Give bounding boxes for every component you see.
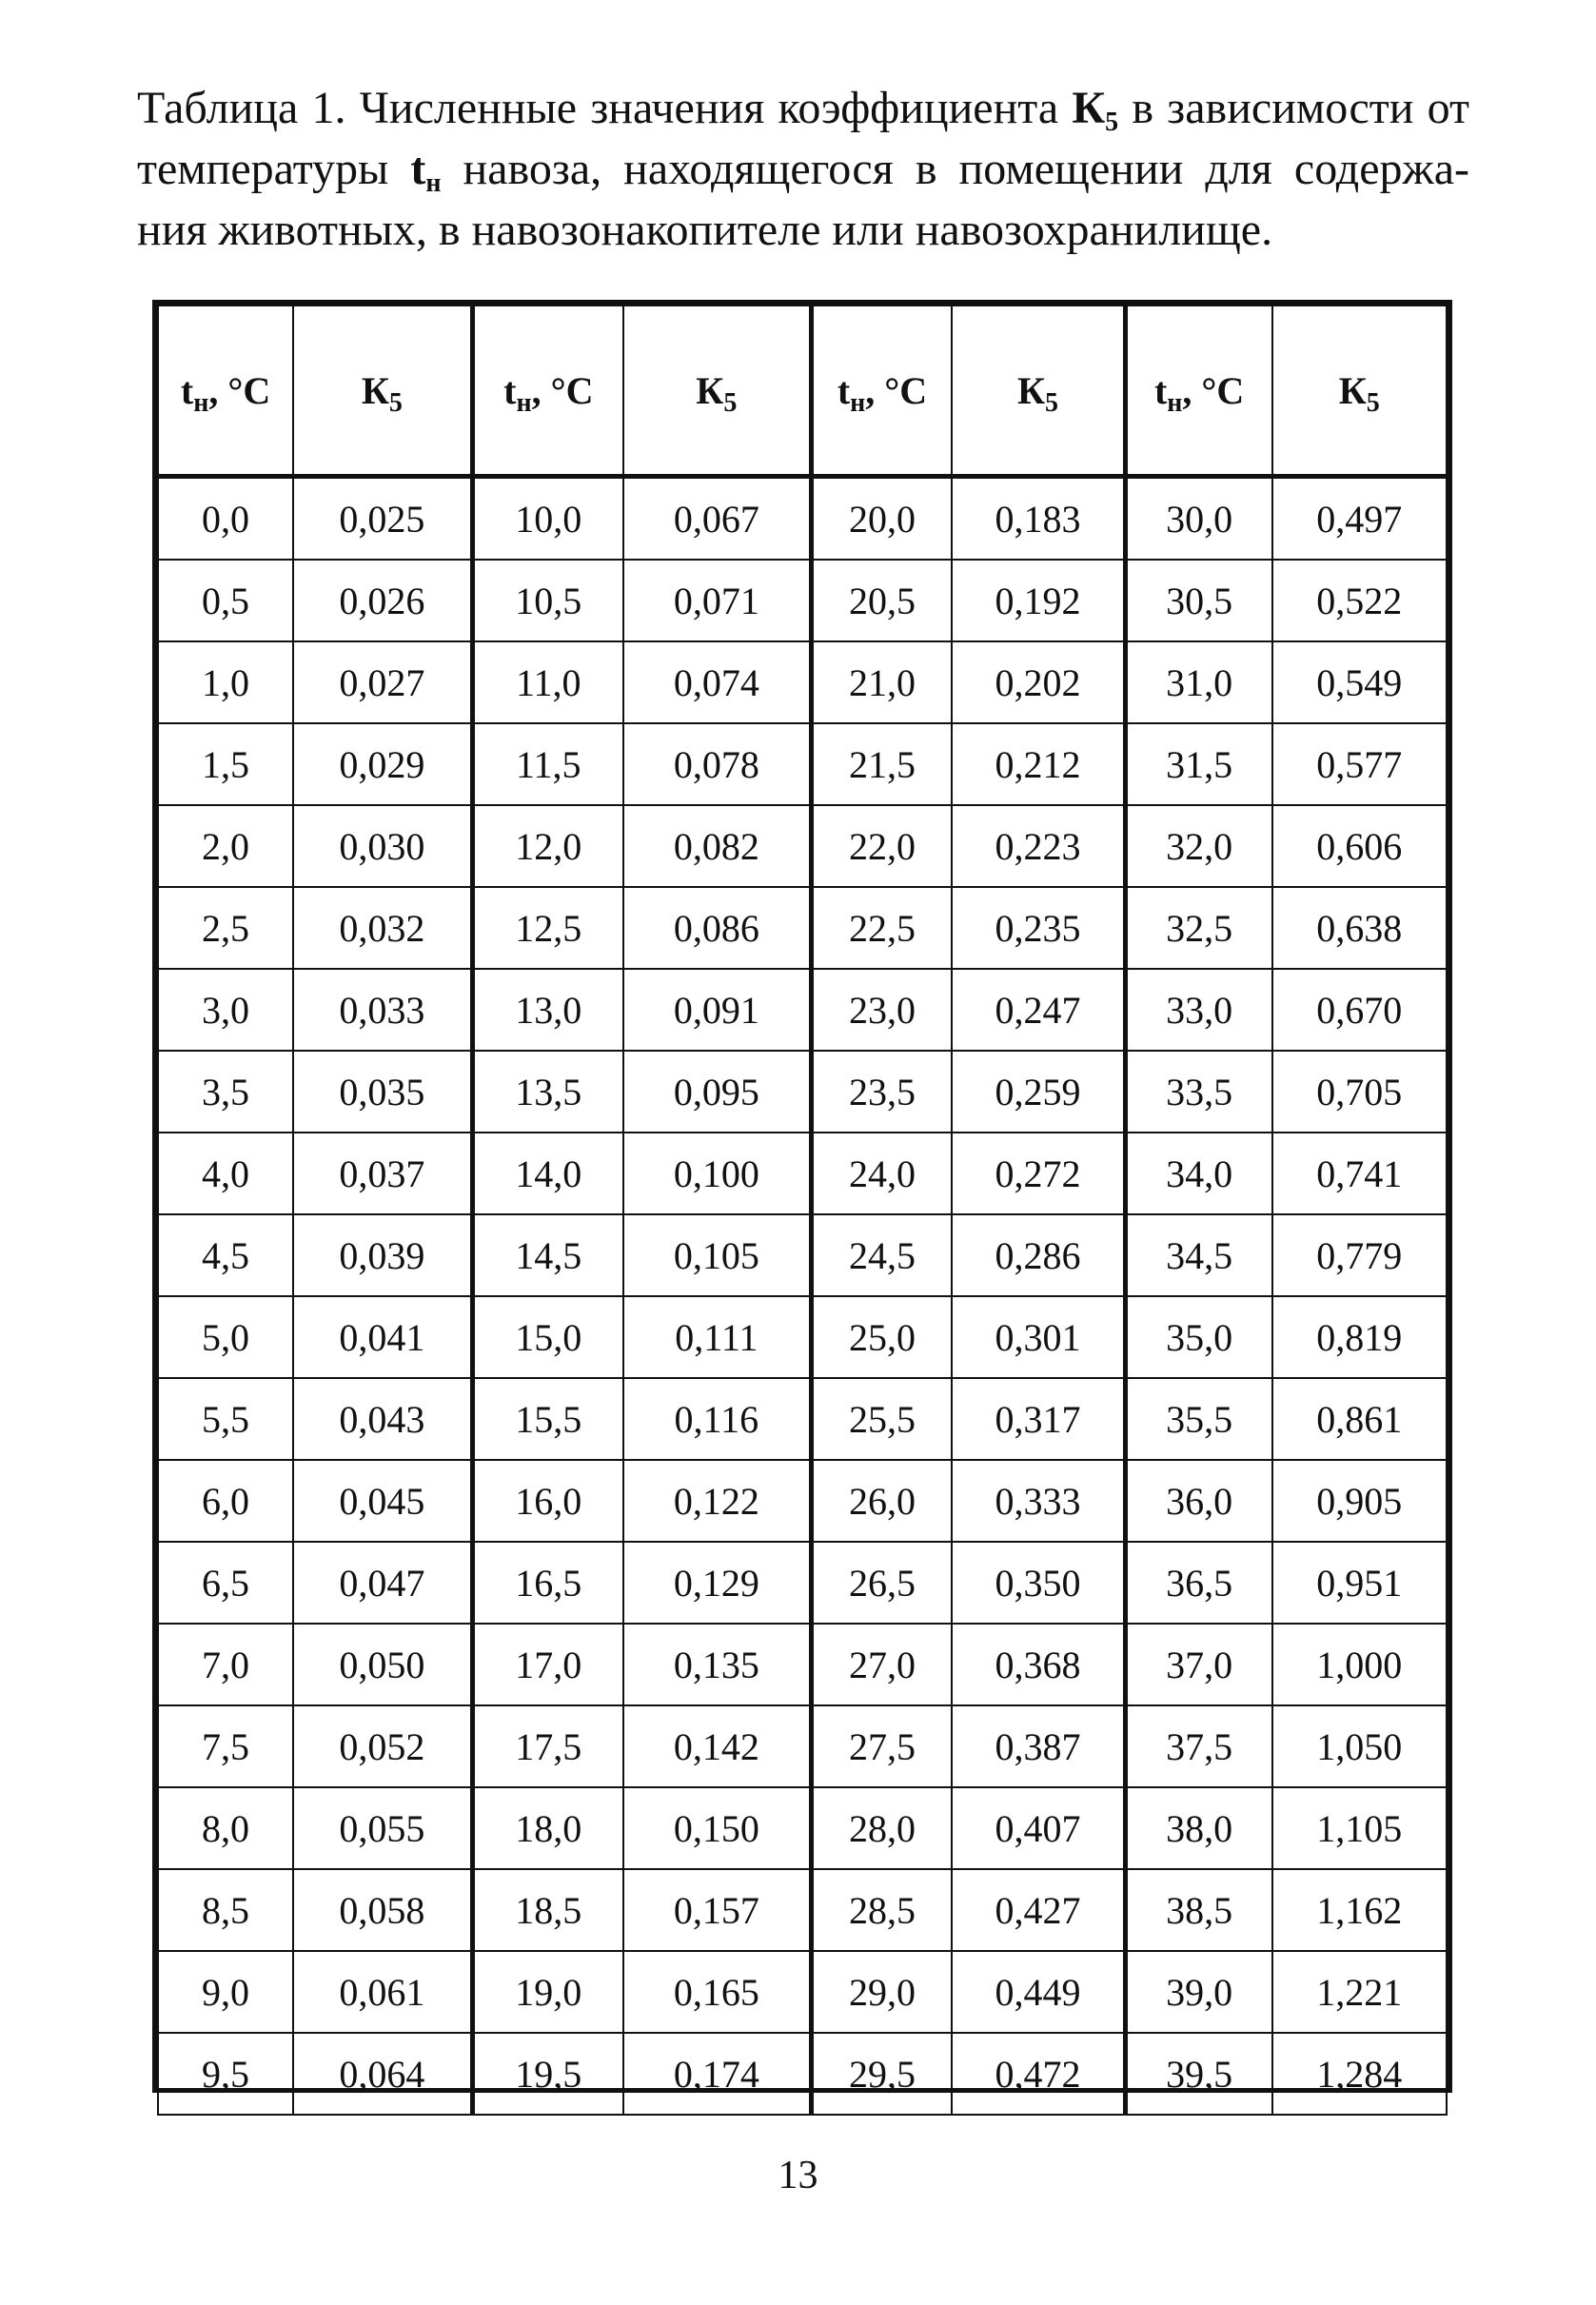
coefficient-cell: 0,150: [623, 1787, 811, 1869]
temperature-cell: 3,0: [158, 969, 293, 1051]
temperature-cell: 21,0: [811, 641, 952, 723]
coefficient-cell: 0,064: [293, 2033, 472, 2115]
coefficient-cell: 0,027: [293, 641, 472, 723]
coefficient-cell: 0,223: [952, 805, 1125, 887]
coefficient-cell: 0,142: [623, 1705, 811, 1787]
temperature-cell: 13,0: [472, 969, 623, 1051]
coefficient-cell: 1,105: [1272, 1787, 1447, 1869]
temperature-cell: 18,0: [472, 1787, 623, 1869]
caption-text: температуры: [137, 144, 411, 194]
temperature-cell: 27,5: [811, 1705, 952, 1787]
table-row: [158, 1051, 1447, 1133]
temperature-cell: 7,5: [158, 1705, 293, 1787]
temperature-cell: 28,0: [811, 1787, 952, 1869]
temperature-cell: 0,5: [158, 560, 293, 641]
table-row: [158, 641, 1447, 723]
temperature-cell: 4,5: [158, 1214, 293, 1296]
coefficient-cell: 0,095: [623, 1051, 811, 1133]
coefficient-cell: 0,549: [1272, 641, 1447, 723]
temperature-cell: 24,0: [811, 1133, 952, 1214]
coefficient-cell: 0,061: [293, 1951, 472, 2033]
coefficient-cell: 0,272: [952, 1133, 1125, 1214]
temperature-cell: 35,5: [1125, 1378, 1271, 1460]
coefficient-cell: 0,819: [1272, 1296, 1447, 1378]
coefficient-cell: 0,235: [952, 887, 1125, 969]
temperature-cell: 34,0: [1125, 1133, 1271, 1214]
coefficient-table: [152, 300, 1452, 2096]
temperature-cell: 25,0: [811, 1296, 952, 1378]
table-row: [158, 1133, 1447, 1214]
temperature-cell: 30,0: [1125, 477, 1271, 561]
coefficient-cell: 0,047: [293, 1542, 472, 1624]
temperature-cell: 38,0: [1125, 1787, 1271, 1869]
coefficient-cell: 0,035: [293, 1051, 472, 1133]
coefficient-cell: 0,259: [952, 1051, 1125, 1133]
caption-text: навоза, находящегося в помещении для содержа-: [441, 144, 1469, 194]
coefficient-cell: 0,043: [293, 1378, 472, 1460]
temperature-cell: 8,5: [158, 1869, 293, 1951]
temperature-cell: 26,5: [811, 1542, 952, 1624]
coefficient-cell: 0,317: [952, 1378, 1125, 1460]
coefficient-cell: 0,045: [293, 1460, 472, 1542]
caption-line-3: ния животных, в навозонакопителе или навозохранилище.: [137, 205, 1273, 255]
temperature-cell: 39,0: [1125, 1951, 1271, 2033]
coefficient-cell: 0,050: [293, 1624, 472, 1705]
table-row: [158, 1378, 1447, 1460]
coefficient-cell: 0,779: [1272, 1214, 1447, 1296]
table-row: [158, 1624, 1447, 1705]
temperature-cell: 28,5: [811, 1869, 952, 1951]
coefficient-cell: 0,350: [952, 1542, 1125, 1624]
coefficient-cell: 0,174: [623, 2033, 811, 2115]
coefficient-cell: 1,221: [1272, 1951, 1447, 2033]
temperature-cell: 6,0: [158, 1460, 293, 1542]
temperature-cell: 34,5: [1125, 1214, 1271, 1296]
temperature-cell: 5,0: [158, 1296, 293, 1378]
coefficient-cell: 0,606: [1272, 805, 1447, 887]
column-header-temperature: $t_н$, °C: [472, 305, 623, 477]
temperature-cell: 29,0: [811, 1951, 952, 2033]
temperature-symbol: $t_н$: [410, 144, 442, 198]
coefficient-cell: 1,050: [1272, 1705, 1447, 1787]
coefficient-cell: 0,212: [952, 723, 1125, 805]
temperature-cell: 33,0: [1125, 969, 1271, 1051]
coefficient-cell: 0,905: [1272, 1460, 1447, 1542]
temperature-cell: 37,5: [1125, 1705, 1271, 1787]
coefficient-cell: 0,301: [952, 1296, 1125, 1378]
temperature-cell: 11,0: [472, 641, 623, 723]
temperature-cell: 19,5: [472, 2033, 623, 2115]
temperature-cell: 11,5: [472, 723, 623, 805]
coefficient-cell: 0,082: [623, 805, 811, 887]
coefficient-cell: 0,670: [1272, 969, 1447, 1051]
temperature-cell: 38,5: [1125, 1869, 1271, 1951]
coefficient-cell: 0,472: [952, 2033, 1125, 2115]
coefficient-cell: 0,116: [623, 1378, 811, 1460]
coefficient-cell: 0,368: [952, 1624, 1125, 1705]
table-row: [158, 1214, 1447, 1296]
column-header-coefficient: $К_5$: [952, 305, 1125, 477]
coefficient-cell: 0,387: [952, 1705, 1125, 1787]
coefficient-cell: 0,192: [952, 560, 1125, 641]
column-header-coefficient: $К_5$: [1272, 305, 1447, 477]
table-row: [158, 477, 1447, 561]
coefficient-cell: 0,497: [1272, 477, 1447, 561]
temperature-cell: 23,5: [811, 1051, 952, 1133]
column-header-temperature: $t_н$, °C: [1125, 305, 1271, 477]
temperature-cell: 13,5: [472, 1051, 623, 1133]
coefficient-cell: 0,029: [293, 723, 472, 805]
coefficient-symbol: $К_5$: [1072, 83, 1119, 137]
coefficient-cell: 0,577: [1272, 723, 1447, 805]
temperature-cell: 8,0: [158, 1787, 293, 1869]
coefficient-cell: 0,105: [623, 1214, 811, 1296]
temperature-cell: 32,5: [1125, 887, 1271, 969]
coefficient-cell: 1,284: [1272, 2033, 1447, 2115]
coefficient-cell: 0,522: [1272, 560, 1447, 641]
table-row: [158, 1787, 1447, 1869]
column-header-coefficient: $К_5$: [623, 305, 811, 477]
coefficient-cell: 0,041: [293, 1296, 472, 1378]
table-caption: [137, 78, 1469, 261]
temperature-cell: 9,0: [158, 1951, 293, 2033]
caption-text: Таблица 1. Численные значения коэффициента: [137, 83, 1073, 133]
temperature-cell: 1,5: [158, 723, 293, 805]
coefficient-cell: 0,183: [952, 477, 1125, 561]
coefficient-cell: 0,129: [623, 1542, 811, 1624]
coefficient-cell: 0,202: [952, 641, 1125, 723]
coefficient-cell: 0,951: [1272, 1542, 1447, 1624]
column-header-coefficient: $К_5$: [293, 305, 472, 477]
coefficient-cell: 0,078: [623, 723, 811, 805]
caption-text: в зависимости от: [1118, 83, 1470, 133]
temperature-cell: 6,5: [158, 1542, 293, 1624]
temperature-cell: 31,0: [1125, 641, 1271, 723]
column-header-temperature: $t_н$, °C: [158, 305, 293, 477]
temperature-cell: 36,5: [1125, 1542, 1271, 1624]
coefficient-cell: 0,071: [623, 560, 811, 641]
page-number: 13: [778, 2154, 818, 2197]
coefficient-cell: 0,058: [293, 1869, 472, 1951]
temperature-cell: 18,5: [472, 1869, 623, 1951]
temperature-cell: 21,5: [811, 723, 952, 805]
temperature-cell: 19,0: [472, 1951, 623, 2033]
temperature-cell: 32,0: [1125, 805, 1271, 887]
temperature-cell: 15,0: [472, 1296, 623, 1378]
coefficient-cell: 1,000: [1272, 1624, 1447, 1705]
table-row: [158, 1542, 1447, 1624]
table-row: [158, 1869, 1447, 1951]
coefficient-cell: 0,037: [293, 1133, 472, 1214]
coefficient-cell: 0,861: [1272, 1378, 1447, 1460]
temperature-cell: 22,0: [811, 805, 952, 887]
temperature-cell: 9,5: [158, 2033, 293, 2115]
column-header-temperature: $t_н$, °C: [811, 305, 952, 477]
temperature-cell: 2,5: [158, 887, 293, 969]
temperature-cell: 2,0: [158, 805, 293, 887]
temperature-cell: 14,0: [472, 1133, 623, 1214]
coefficient-cell: 0,039: [293, 1214, 472, 1296]
coefficient-cell: 0,427: [952, 1869, 1125, 1951]
table-row: [158, 1460, 1447, 1542]
temperature-cell: 17,5: [472, 1705, 623, 1787]
temperature-cell: 17,0: [472, 1624, 623, 1705]
coefficient-cell: 0,086: [623, 887, 811, 969]
temperature-cell: 3,5: [158, 1051, 293, 1133]
table-row: [158, 1705, 1447, 1787]
temperature-cell: 20,5: [811, 560, 952, 641]
temperature-cell: 10,0: [472, 477, 623, 561]
temperature-cell: 14,5: [472, 1214, 623, 1296]
temperature-cell: 29,5: [811, 2033, 952, 2115]
caption-line-2: [137, 139, 1469, 200]
coefficient-cell: 0,122: [623, 1460, 811, 1542]
temperature-cell: 39,5: [1125, 2033, 1271, 2115]
temperature-cell: 10,5: [472, 560, 623, 641]
temperature-cell: 12,5: [472, 887, 623, 969]
temperature-cell: 31,5: [1125, 723, 1271, 805]
coefficient-cell: 0,091: [623, 969, 811, 1051]
temperature-cell: 22,5: [811, 887, 952, 969]
coefficient-cell: 0,067: [623, 477, 811, 561]
coefficient-cell: 0,449: [952, 1951, 1125, 2033]
coefficient-cell: 0,157: [623, 1869, 811, 1951]
temperature-cell: 20,0: [811, 477, 952, 561]
temperature-cell: 5,5: [158, 1378, 293, 1460]
temperature-cell: 7,0: [158, 1624, 293, 1705]
temperature-cell: 36,0: [1125, 1460, 1271, 1542]
coefficient-cell: 0,247: [952, 969, 1125, 1051]
coefficient-cell: 0,705: [1272, 1051, 1447, 1133]
temperature-cell: 33,5: [1125, 1051, 1271, 1133]
temperature-cell: 26,0: [811, 1460, 952, 1542]
coefficient-cell: 0,135: [623, 1624, 811, 1705]
table-row: [158, 1296, 1447, 1378]
coefficient-cell: 0,074: [623, 641, 811, 723]
coefficient-cell: 0,026: [293, 560, 472, 641]
table-row: [158, 723, 1447, 805]
temperature-cell: 23,0: [811, 969, 952, 1051]
temperature-cell: 15,5: [472, 1378, 623, 1460]
temperature-cell: 4,0: [158, 1133, 293, 1214]
coefficient-cell: 0,032: [293, 887, 472, 969]
temperature-cell: 25,5: [811, 1378, 952, 1460]
temperature-cell: 37,0: [1125, 1624, 1271, 1705]
coefficient-cell: 0,407: [952, 1787, 1125, 1869]
temperature-cell: 27,0: [811, 1624, 952, 1705]
coefficient-cell: 0,111: [623, 1296, 811, 1378]
temperature-cell: 30,5: [1125, 560, 1271, 641]
temperature-cell: 35,0: [1125, 1296, 1271, 1378]
coefficient-cell: 0,333: [952, 1460, 1125, 1542]
caption-line-1: [137, 78, 1469, 139]
coefficient-cell: 0,033: [293, 969, 472, 1051]
coefficient-cell: 0,741: [1272, 1133, 1447, 1214]
coefficient-cell: 0,030: [293, 805, 472, 887]
table-row: [158, 887, 1447, 969]
temperature-cell: 1,0: [158, 641, 293, 723]
table-row: [158, 2033, 1447, 2115]
temperature-cell: 16,0: [472, 1460, 623, 1542]
coefficient-cell: 0,055: [293, 1787, 472, 1869]
coefficient-cell: 0,638: [1272, 887, 1447, 969]
table-row: [158, 969, 1447, 1051]
coefficient-cell: 0,052: [293, 1705, 472, 1787]
coefficient-cell: 0,286: [952, 1214, 1125, 1296]
table-header-row: [158, 305, 1447, 477]
table-row: [158, 560, 1447, 641]
table-row: [158, 1951, 1447, 2033]
temperature-cell: 24,5: [811, 1214, 952, 1296]
temperature-cell: 16,5: [472, 1542, 623, 1624]
coefficient-cell: 0,100: [623, 1133, 811, 1214]
table-row: [158, 805, 1447, 887]
coefficient-cell: 1,162: [1272, 1869, 1447, 1951]
temperature-cell: 12,0: [472, 805, 623, 887]
temperature-cell: 0,0: [158, 477, 293, 561]
coefficient-cell: 0,165: [623, 1951, 811, 2033]
coefficient-cell: 0,025: [293, 477, 472, 561]
